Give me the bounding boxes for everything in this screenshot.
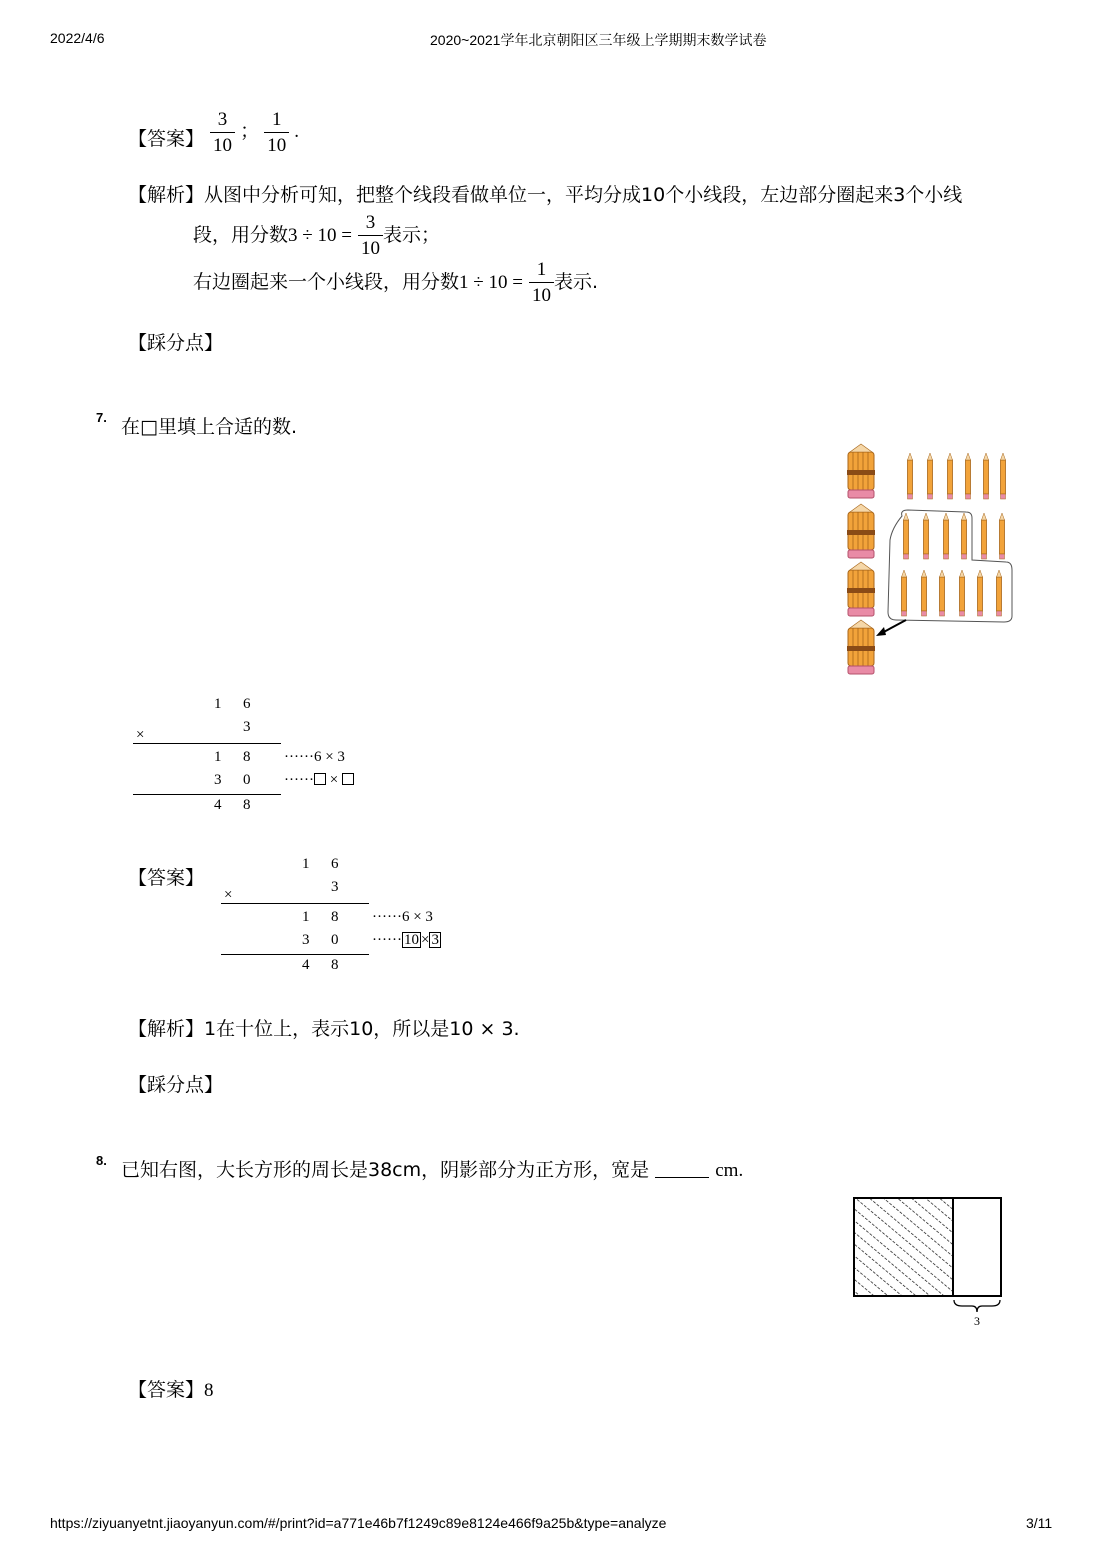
filled-box-2: 3 xyxy=(431,932,439,948)
q6-analysis-line1: 从图中分析可知，把整个线段看做单位一，平均分成10个小线段，左边部分圈起来3个小线 xyxy=(204,184,963,206)
empty-box xyxy=(342,773,354,785)
q8-question: 已知右图，大长方形的周长是38cm，阴影部分为正方形，宽是 cm. xyxy=(121,1159,744,1181)
q7-multiplication: 1 6 3 × 1 8 ······6 × 3 3 0 ······ × 4 8 xyxy=(130,696,390,826)
q7-answer-label: 【答案】 xyxy=(128,867,205,889)
q6-answer-label: 【答案】 xyxy=(128,128,205,150)
q6-analysis xyxy=(128,180,962,207)
header-date: 2022/4/6 xyxy=(50,30,105,46)
q7-number: 7. xyxy=(96,410,107,425)
q6-analysis-fraction-2: $\frac{1}{10}$ xyxy=(529,260,554,305)
q8-answer-value: 8 xyxy=(204,1380,214,1401)
q6-analysis-line3: 右边圈起来一个小线段，用分数1 ÷ 10 = $\frac{1}{10}$ 表示. xyxy=(193,259,599,306)
q6-analysis-line2: 段，用分数3 ÷ 10 = $\frac{3}{10}$ 表示； xyxy=(193,212,440,259)
q7-answer-multiplication: 1 6 3 × 1 8 ······6 × 3 3 0 ······ 10 × 3 4 8 xyxy=(218,856,478,986)
filled-box-1: 10 xyxy=(403,932,419,948)
q6-answer-fraction-1: $\frac{3}{10}$ xyxy=(210,110,235,155)
q8-answer xyxy=(128,1375,214,1402)
q7-question: 在□里填上合适的数. xyxy=(121,416,297,438)
answer-blank xyxy=(655,1159,709,1178)
q7-score-points: 【踩分点】 xyxy=(128,1074,224,1096)
q7-analysis-label: 【解析】 xyxy=(128,1018,205,1040)
q7-analysis-text: 1在十位上，表示10，所以是10 × 3. xyxy=(204,1018,520,1040)
pencil-bundles-illustration xyxy=(840,440,1020,680)
q6-score-points: 【踩分点】 xyxy=(128,332,224,354)
q6-analysis-fraction-1: $\frac{3}{10}$ xyxy=(358,213,383,258)
footer-page: 3/11 xyxy=(1026,1515,1053,1531)
header-title: 2020~2021学年北京朝阳区三年级上学期期末数学试卷 xyxy=(430,32,767,48)
q6-analysis-label: 【解析】 xyxy=(128,184,205,206)
q7-analysis xyxy=(128,1014,520,1041)
q8-number: 8. xyxy=(96,1153,107,1168)
empty-box xyxy=(314,773,326,785)
footer-url: https://ziyuanyetnt.jiaoyanyun.com/#/print?id=a771e46b7f1249c89e8124e466f9a25b&type=analyze xyxy=(50,1515,667,1531)
q6-answer: $\frac{3}{10}$ ； $\frac{1}{10}$ . xyxy=(210,110,299,155)
q6-answer-fraction-2: $\frac{1}{10}$ xyxy=(264,110,289,155)
rectangle-figure xyxy=(850,1194,1010,1334)
q8-answer-label: 【答案】 xyxy=(128,1379,205,1401)
width-label: 3 xyxy=(974,1314,980,1328)
